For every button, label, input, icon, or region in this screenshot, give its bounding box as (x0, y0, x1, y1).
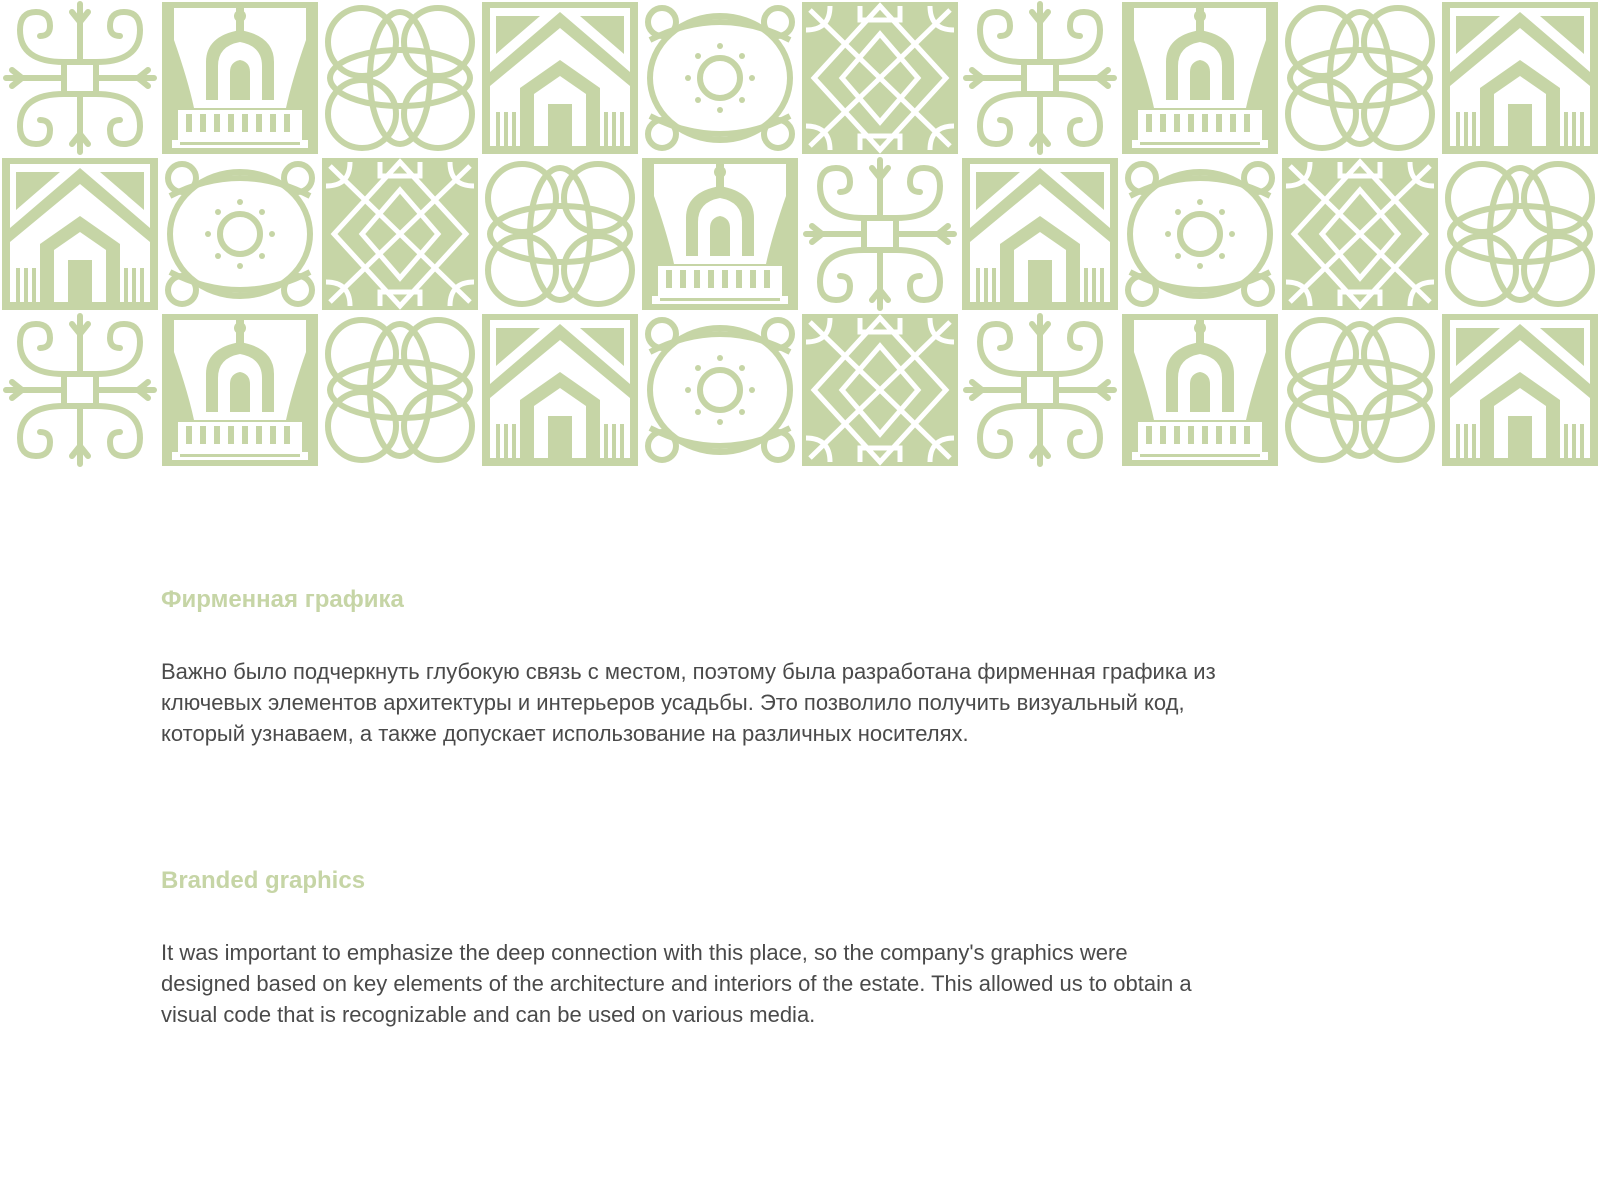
section-russian (161, 584, 1221, 749)
section-heading-ru: Фирменная графика (161, 586, 404, 613)
tile-ornament-rings (320, 0, 480, 156)
tile-church-dome (1122, 2, 1278, 154)
section-heading-en: Branded graphics (161, 867, 366, 894)
tile-ornament-sun (640, 0, 800, 156)
tile-ornament-sun (160, 156, 320, 312)
tile-ornament-spiral (0, 312, 160, 468)
tile-ornament-spiral (960, 312, 1120, 468)
tile-ornament-sun (640, 312, 800, 468)
tile-ornament-lattice (1282, 158, 1438, 310)
tile-ornament-rings (320, 312, 480, 468)
tile-ornament-lattice (802, 314, 958, 466)
tile-house-roof (1442, 2, 1598, 154)
tile-church-dome (162, 314, 318, 466)
section-english (161, 865, 1221, 1030)
tile-church-dome (162, 2, 318, 154)
tile-ornament-sun (1120, 156, 1280, 312)
tile-ornament-spiral (0, 0, 160, 156)
tile-church-dome (1122, 314, 1278, 466)
tile-house-roof (482, 314, 638, 466)
tile-ornament-spiral (800, 156, 960, 312)
tile-ornament-lattice (322, 158, 478, 310)
branded-pattern-band (0, 0, 1600, 468)
tile-ornament-rings (480, 156, 640, 312)
tile-house-roof (482, 2, 638, 154)
tile-house-roof (1442, 314, 1598, 466)
tile-house-roof (962, 158, 1118, 310)
tile-ornament-lattice (802, 2, 958, 154)
tile-ornament-rings (1280, 312, 1440, 468)
tile-house-roof (2, 158, 158, 310)
section-paragraph-en: It was important to emphasize the deep connection with this place, so the company's graphics were designed based on key elements of the architecture and interiors of the estate. This allowed us to obtain a visual code that is recognizable and can be used on various media. (161, 940, 1192, 1027)
tile-ornament-rings (1280, 0, 1440, 156)
section-paragraph-ru: Важно было подчеркнуть глубокую связь с местом, поэтому была разработана фирменная графика из ключевых элементов архитектуры и интерьеров усадьбы. Это позволило получить визуальный код, который узнаваем, а также допускает использование на различных носителях. (161, 659, 1216, 746)
tile-ornament-rings (1440, 156, 1600, 312)
tile-church-dome (642, 158, 798, 310)
tile-ornament-spiral (960, 0, 1120, 156)
